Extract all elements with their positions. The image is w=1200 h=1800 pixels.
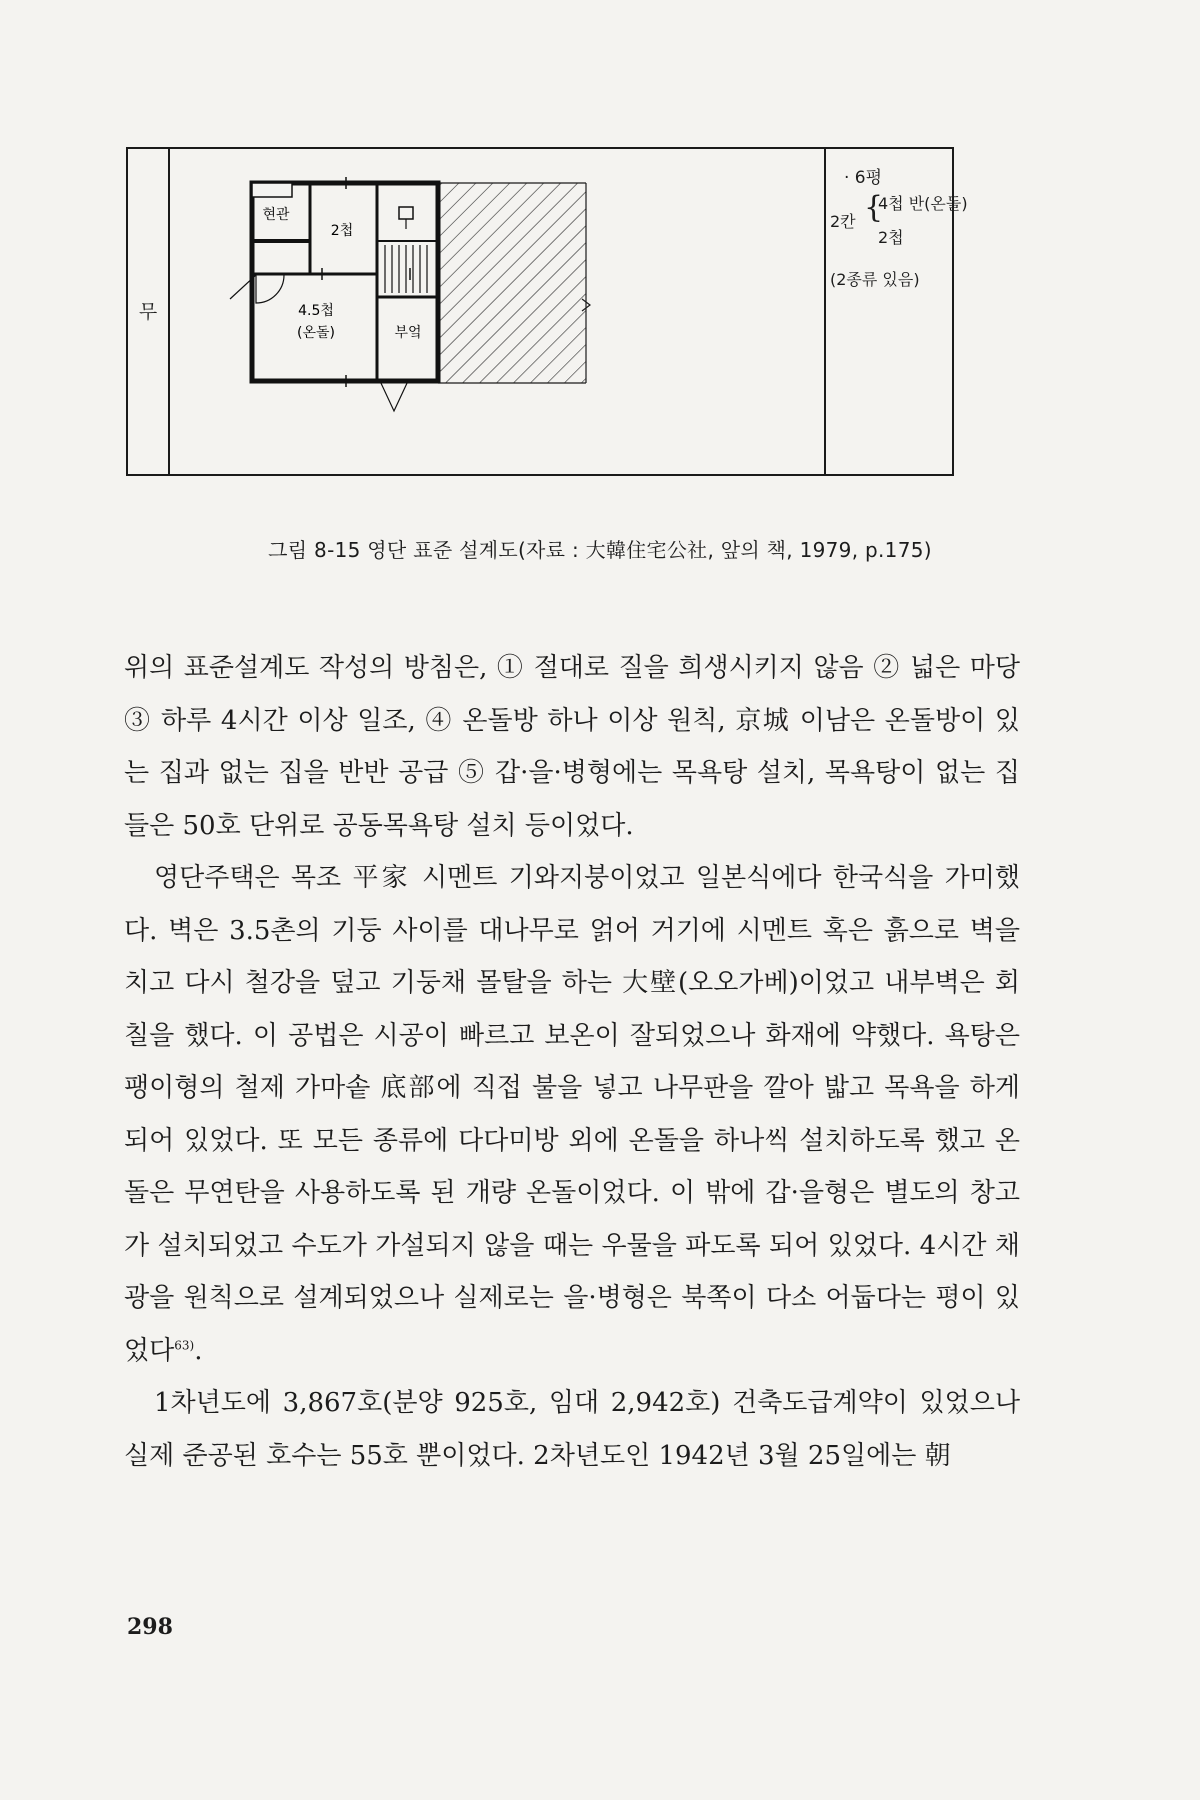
info-area: · 6평 [844, 168, 883, 188]
figure-side-cell [128, 149, 170, 474]
room-label-kitchen: 부엌 [394, 325, 422, 341]
paragraph-text: 위의 표준설계도 작성의 방침은, ① 절대로 질을 희생시키지 않음 ② 넓은 마당 ③ 하루 4시간 이상 일조, ④ 온돌방 하나 이상 원칙, 京城 이남은 온돌방이 있는 집과 없는 집을 반반 공급 ⑤ 갑·을·병형에는 목욕탕 설치, 목욕탕이 없는 집들은 50호 단위로 공동목욕탕 설치 등이었다. [124, 653, 1020, 841]
body-text [124, 642, 1020, 1482]
floor-plan-figure [126, 147, 968, 476]
info-brace: { [864, 190, 884, 225]
info-rooms-label: 2칸 [830, 212, 856, 231]
paragraph-text: 1차년도에 3,867호(분양 925호, 임대 2,942호) 건축도급계약이 있었으나 실제 준공된 호수는 55호 뿐이었다. 2차년도인 1942년 3월 25일에는 朝 [124, 1388, 1020, 1471]
floor-plan-cell [170, 149, 826, 474]
paragraph [124, 1377, 1020, 1482]
door-swing [380, 381, 408, 411]
figure-caption: 그림 8-15 영단 표준 설계도(자료 : 大韓住宅公社, 앞의 책, 1979, p.175) [268, 538, 932, 562]
paragraph [124, 852, 1020, 1377]
floor-plan-drawing [170, 149, 824, 474]
side-label: 무 [138, 301, 158, 323]
hatched-area [438, 183, 586, 383]
info-note: (2종류 있음) [830, 270, 920, 289]
paragraph [124, 642, 1020, 852]
room-label-large-type: (온돌) [297, 325, 335, 341]
footnote-ref: 63) [174, 1337, 195, 1352]
info-option-1: 4첩 반(온돌) [878, 194, 968, 213]
info-option-2: 2첩 [878, 228, 904, 247]
page-number: 298 [127, 1614, 173, 1640]
room-label-small: 2첩 [330, 223, 354, 239]
plan-info-cell [826, 149, 968, 474]
room-label-entrance: 현관 [262, 207, 290, 223]
paragraph-text: . [194, 1335, 203, 1366]
paragraph-text: 영단주택은 목조 平家 시멘트 기와지붕이었고 일본식에다 한국식을 가미했다. 벽은 3.5촌의 기둥 사이를 대나무로 얽어 거기에 시멘트 혹은 흙으로 벽을 치고 다시 철강을 덮고 기둥채 몰탈을 하는 大壁(오오가베)이었고 내부벽은 회칠을 했다. 이 공법은 시공이 빠르고 보온이 잘되었으나 화재에 약했다. 욕탕은 팽이형의 철제 가마솥 底部에 직접 불을 넣고 나무판을 깔아 밟고 목욕을 하게 되어 있었다. 또 모든 종류에 다다미방 외에 온돌을 하나씩 설치하도록 했고 온돌은 무연탄을 사용하도록 된 개량 온돌이었다. 이 밖에 갑·을형은 별도의 창고가 설치되었고 수도가 가설되지 않을 때는 우물을 파도록 되어 있었다. 4시간 채광을 원칙으로 설계되었으나 실제로는 을·병형은 북쪽이 다소 어둡다는 평이 있었다 [124, 863, 1020, 1366]
room-label-large-size: 4.5첩 [298, 303, 334, 319]
